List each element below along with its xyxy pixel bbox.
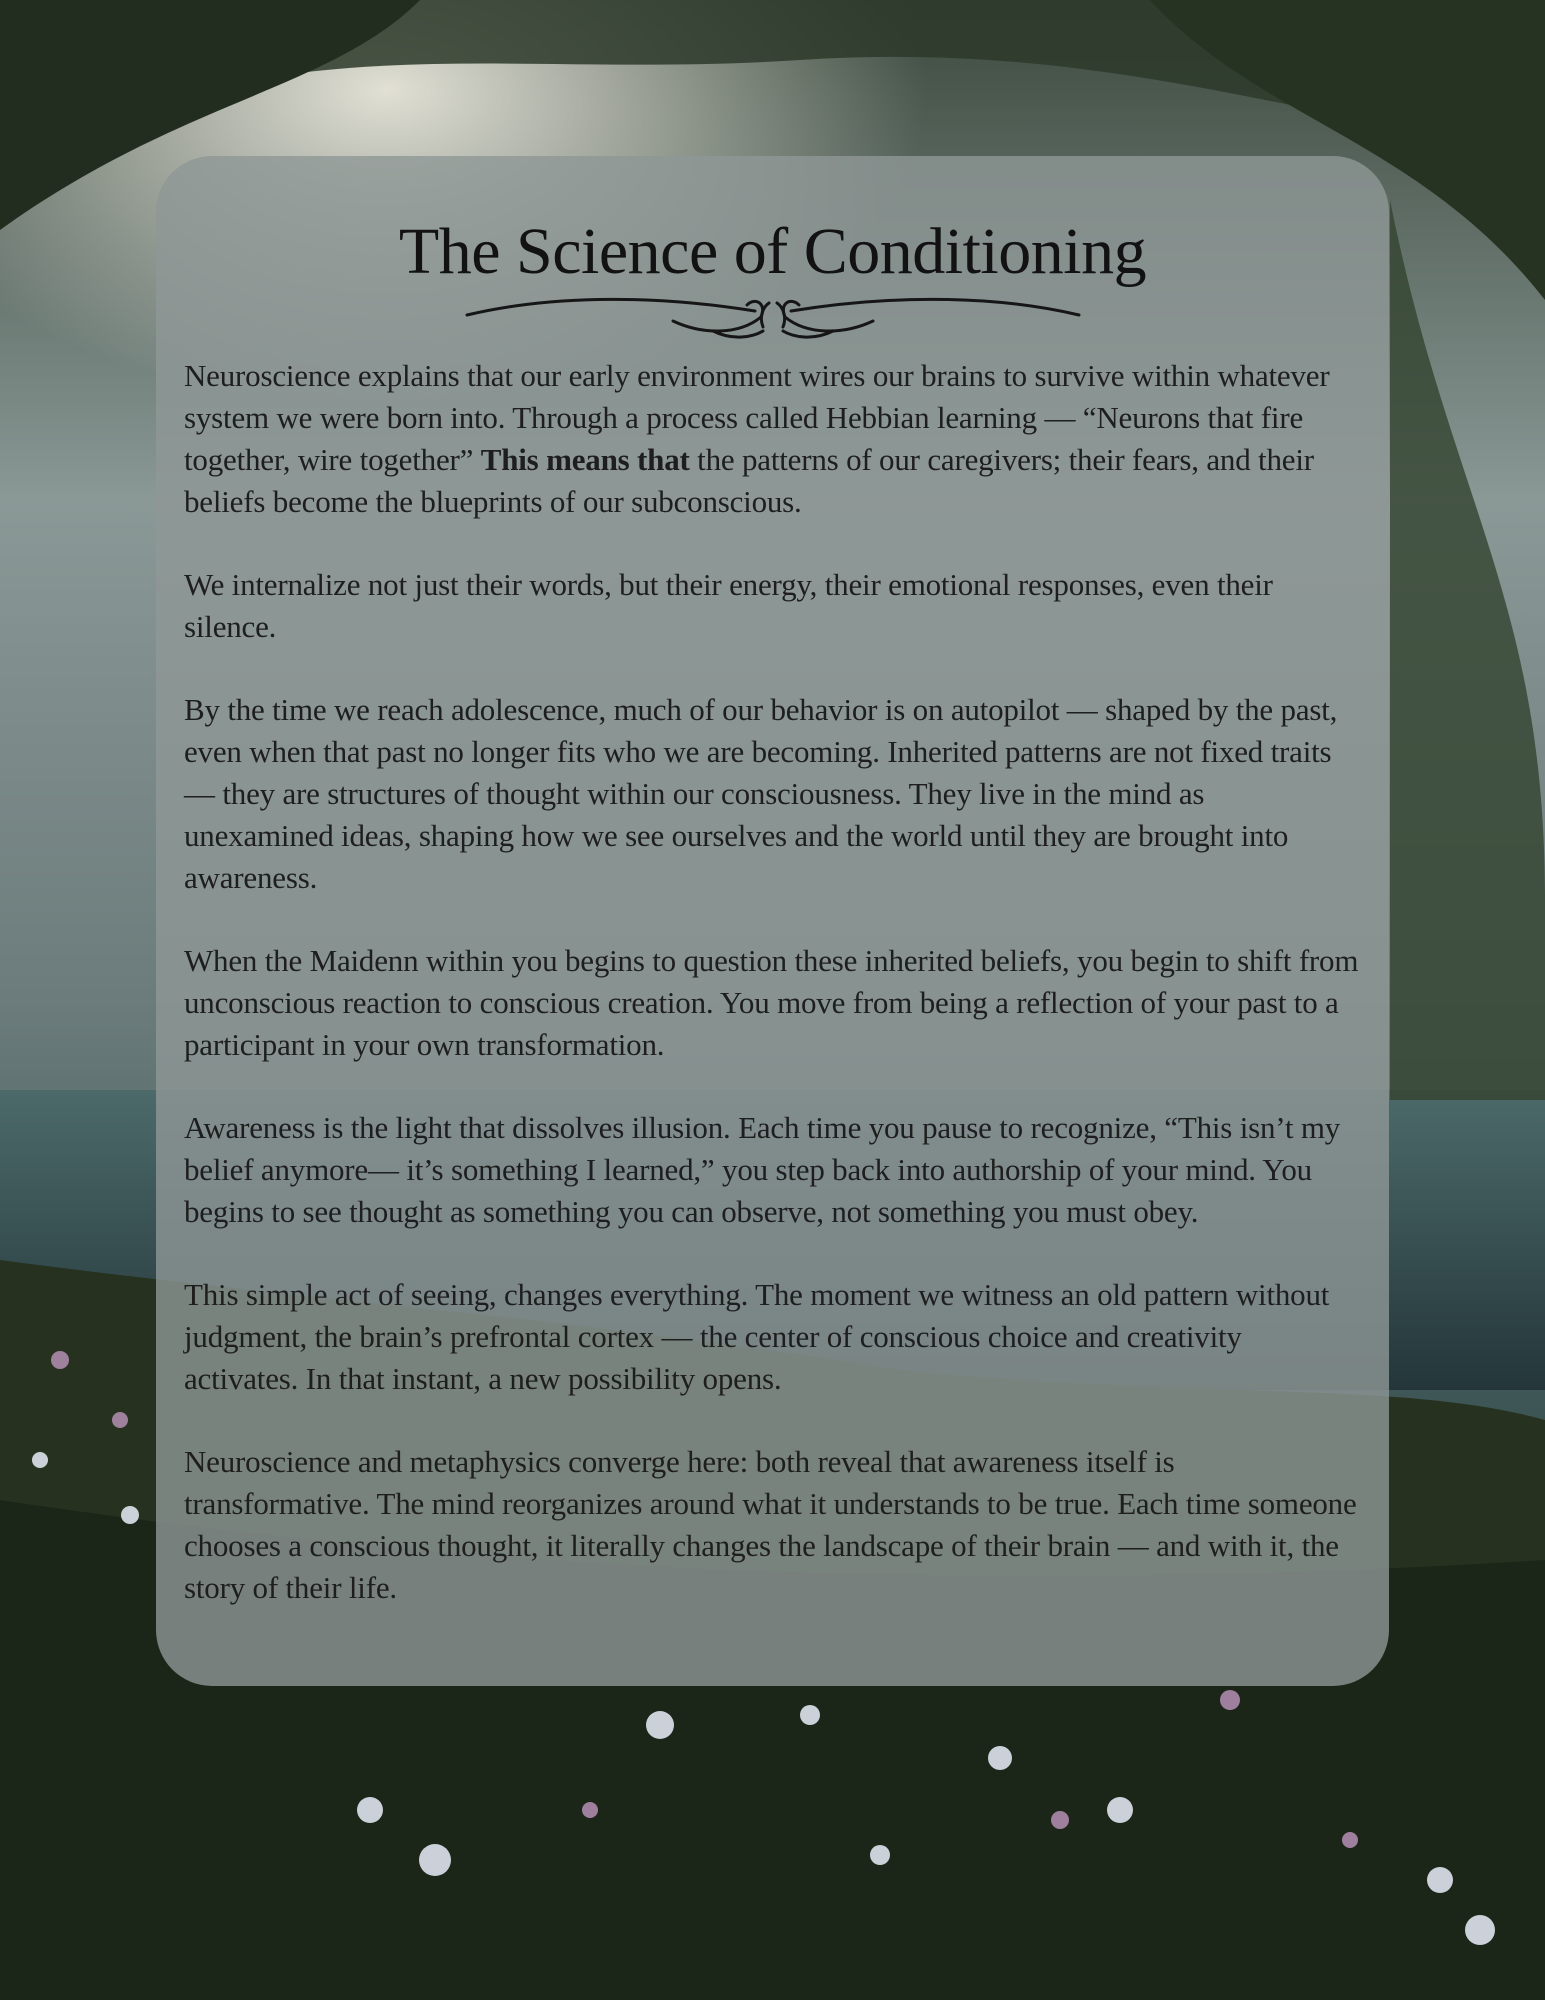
paragraph-converge: Neuroscience and metaphysics converge here: both reveal that awareness itself is transformative. The mind reorganizes around what it understands to be true. Each time someone chooses a conscious thought, it literally changes the landscape of their brain — and with it, the story of their life. [184,1443,1357,1605]
paragraph-text: Neuroscience explains that our early environment wires our brains to survive within whatever system we were born into. Through a process called Hebbian learning — “Neurons that fire together, wire together” [184,357,1330,477]
content-panel [156,156,1389,1686]
scroll-flourish-icon [463,291,1083,345]
paragraph-text: the patterns of our caregivers; their fears, and their beliefs become the blueprints of our subconscious. [184,441,1314,519]
paragraph-hebbian-learning [184,355,1361,523]
paragraph-awareness: Awareness is the light that dissolves illusion. Each time you pause to recognize, “This isn’t my belief anymore— it’s something I learned,” you step back into authorship of your mind. You begins to see thought as something you can observe, not something you must obey. [184,1109,1341,1229]
page-title: The Science of Conditioning [398,215,1147,288]
bold-phrase: This means that [480,441,690,477]
paragraph-maidenn: When the Maidenn within you begins to question these inherited beliefs, you begin to shift from unconscious reaction to conscious creation. You move from being a reflection of your past to a participant in your own transformation. [184,942,1359,1062]
paragraph-internalize: We internalize not just their words, but their energy, their emotional responses, even their silence. [184,566,1273,644]
paragraph-seeing: This simple act of seeing, changes everything. The moment we witness an old pattern without judgment, the brain’s prefrontal cortex — the center of conscious choice and creativity activates. In that instant, a new possibility opens. [184,1276,1330,1396]
paragraph-autopilot: By the time we reach adolescence, much of our behavior is on autopilot — shaped by the past, even when that past no longer fits who we are becoming. Inherited patterns are not fixed traits — they are structures of thought within our consciousness. They live in the mind as unexamined ideas, shaping how we see ourselves and the world until they are brought into awareness. [184,691,1338,895]
